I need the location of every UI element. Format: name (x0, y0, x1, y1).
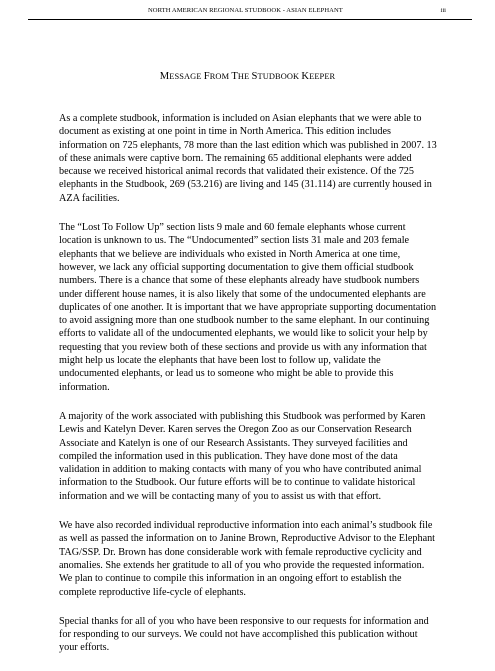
body-text (59, 112, 471, 671)
paragraph-lost-to-follow-up: The “Lost To Follow Up” section lists 9 male and 60 female elephants whose current location is unknown to us. The “Undocumented” section lists 31 male and 203 female elephants that we believe are individuals who existed in North America at one time, however, we lack any official supporting documentation to give them official studbook numbers. There is a chance that some of these elephants already have studbook numbers under different house names, it is also likely that some of the undocumented elephants are duplicates of one another. It is important that we have appropriate supporting documentation to avoid assigning more than one studbook number to the same elephant. In our continuing efforts to validate all of the undocumented elephants, we would like to solicit your help by requesting that you review both of these sections and provide us with any information that might help us locate the elephants that have been lost to follow up, validate the undocumented elephants, or lead us to someone who might be able to provide this information. (59, 222, 437, 393)
paragraph-special-thanks: Special thanks for all of you who have been responsive to our requests for information and for responding to our surveys. We could not have accomplished this publication without your efforts. (59, 615, 429, 654)
paragraph-reproductive-info: We have also recorded individual reproductive information into each animal’s studbook file as well as passed the information on to Janine Brown, Reproductive Advisor to the Elephant TAG/SSP. Dr. Brown has done considerable work with female reproductive cyclicity and anomalies. She extends her gratitude to all of you who provide the requested information. We plan to continue to compile this information in an ongoing effort to establish the complete reproductive life-cycle of elephants. (59, 520, 436, 598)
running-header-title: NORTH AMERICAN REGIONAL STUDBOOK - ASIAN ELEPHANT (148, 7, 343, 14)
header-rule (28, 19, 472, 20)
page-number: iii (440, 7, 446, 14)
running-header (28, 6, 472, 19)
paragraph-overview: As a complete studbook, information is included on Asian elephants that we were able to document as existing at one point in time in North America. This edition includes information on 725 elephants, 78 more than the last edition which was published in 2007. 13 of these animals were captive born. The remaining 65 additional elephants were added because we received historical animal records that validated their existence. Of the 725 elephants in the Studbook, 269 (53.216) are living and 145 (31.114) are currently housed in AZA facilities. (59, 113, 437, 204)
paragraph-acknowledgement-staff: A majority of the work associated with publishing this Studbook was performed by Karen Lewis and Katelyn Dever. Karen serves the Oregon Zoo as our Conservation Research Associate and Katelyn is one of our Research Assistants. They surveyed facilities and compiled the information used in this publication. They have done most of the data validation in addition to making contacts with many of you who have contributed animal information to the Studbook. Our future efforts will be to continue to validate historical information and we will be contacting many of you to assist us with that effort. (59, 410, 426, 502)
section-heading: MESSAGE FROM THE STUDBOOK KEEPER (159, 71, 336, 82)
